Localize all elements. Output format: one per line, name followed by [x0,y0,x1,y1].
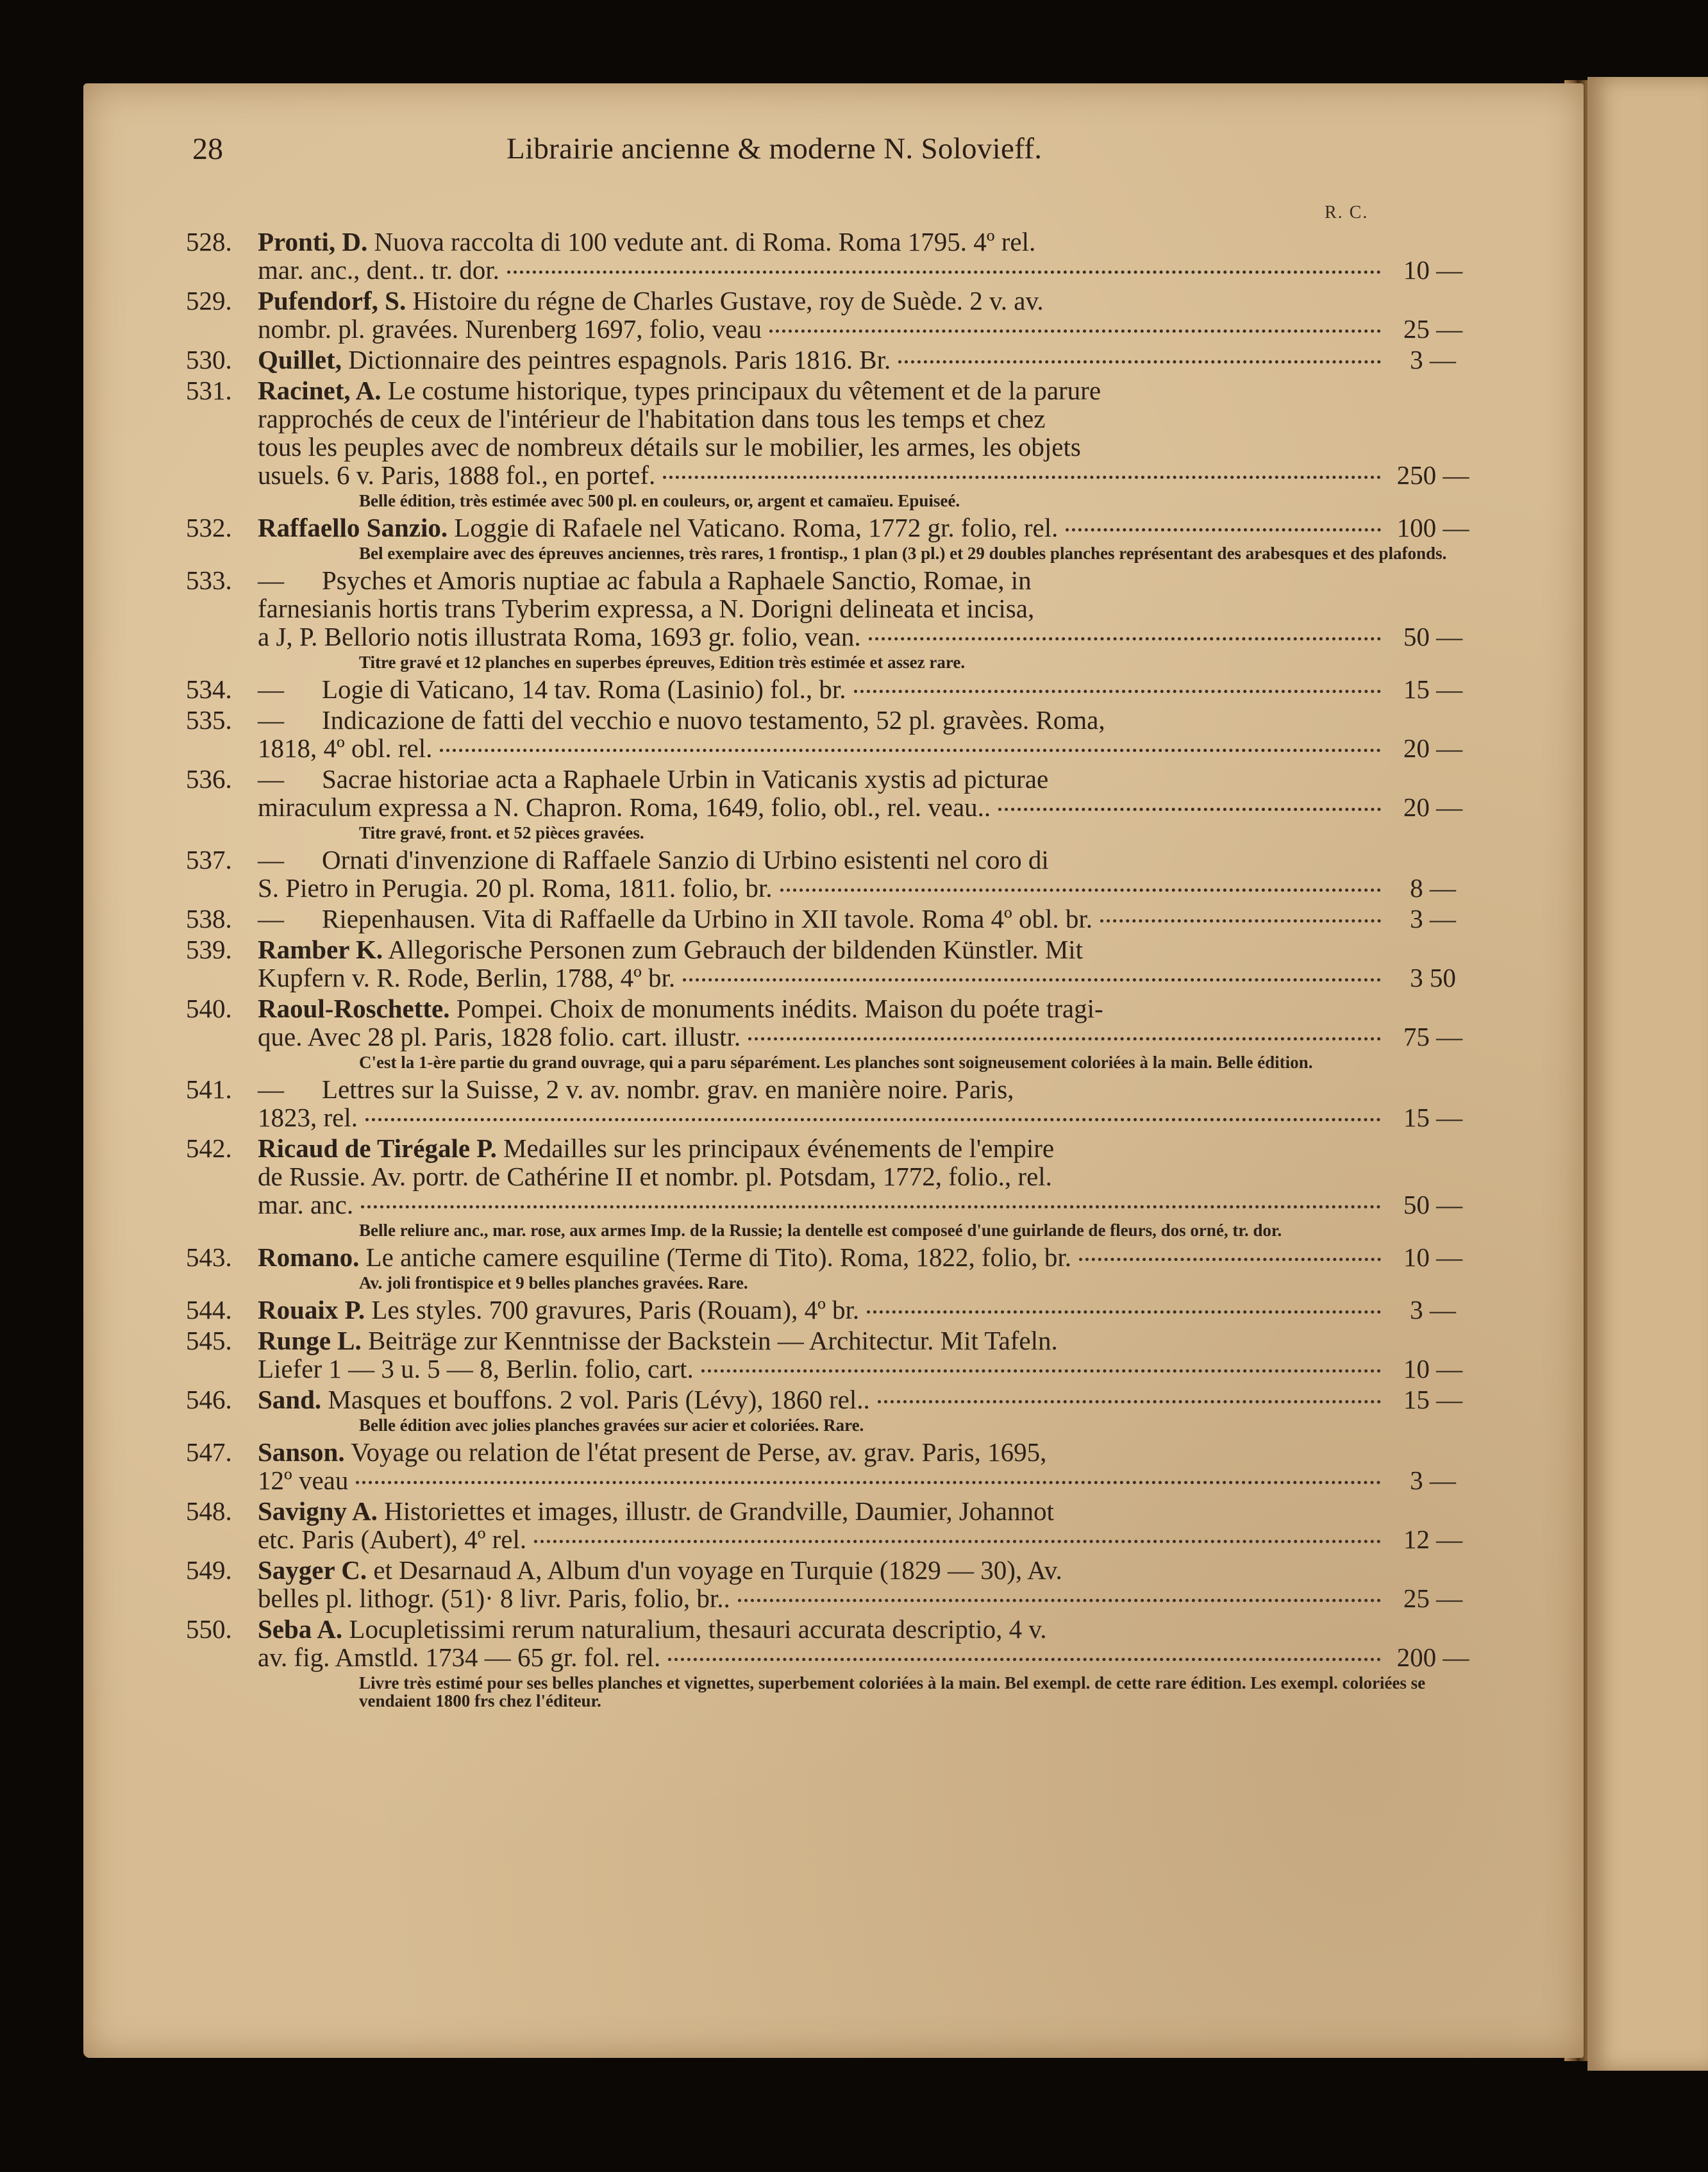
entry-line-text: Runge L. Beiträge zur Kenntnisse der Backstein — Architectur. Mit Tafeln. [258,1326,1058,1355]
entry-last-text: mar. anc., dent.. tr. dor. [258,255,499,285]
catalog-entry [186,1385,1463,1435]
catalog-entry [186,1496,1463,1554]
entry-number: 546. [186,1385,232,1414]
entry-number: 548. [186,1496,232,1526]
entry-price: 10 — [1403,1242,1463,1272]
entry-note: Av. joli frontispice et 9 belles planches gravées. Rare. [359,1273,748,1292]
entry-number: 528. [186,227,232,256]
entry-text [258,994,1481,1051]
entry-line-text: de Russie. Av. portr. de Cathérine II et nombr. pl. Potsdam, 1772, folio., rel. [258,1162,1052,1191]
entry-author: Runge L. [258,1326,362,1355]
entry-text [258,905,1481,933]
entry-price: 20 — [1403,792,1463,822]
entry-text [258,675,1481,703]
entry-line [258,376,1481,405]
entry-last-text: a J, P. Bellorio notis illustrata Roma, 1693 gr. folio, vean. [258,622,861,651]
entry-last-line [258,346,1481,374]
entry-author: Raffaello Sanzio. [258,513,448,542]
entry-author: Racinet, A. [258,376,381,405]
entry-last-line [258,874,1481,902]
entry-line [258,1497,1481,1525]
facing-page-edge [1587,77,1708,2071]
entry-line [258,706,1481,734]
entry-line [258,1326,1481,1355]
entry-number: 532. [186,513,232,542]
entry-last-text: nombr. pl. gravées. Nurenberg 1697, folio, veau [258,314,762,344]
entry-price: 15 — [1403,1103,1463,1132]
entry-author: Ramber K. [258,935,383,964]
dot-leader [738,1599,1381,1602]
entry-last-text: Romano. Le antiche camere esquiline (Terme di Tito). Roma, 1822, folio, br. [258,1242,1072,1272]
entry-last-line [258,1355,1481,1383]
entry-author: Quillet, [258,345,342,374]
catalog-entry [186,286,1463,344]
entry-line [258,1075,1481,1103]
catalog-entries [186,227,1469,1714]
entry-text [258,765,1481,821]
entry-last-line [258,1190,1481,1219]
entry-number: 536. [186,764,232,794]
entry-last-line [258,905,1481,933]
running-header [0,131,1708,183]
dot-leader [507,271,1381,274]
entry-line-text: — Lettres sur la Suisse, 2 v. av. nombr. grav. en manière noire. Paris, [258,1074,1014,1104]
entry-price: 3 — [1410,1295,1456,1324]
entry-last-line [258,1103,1481,1132]
entry-last-text: Quillet, Dictionnaire des peintres espagnols. Paris 1816. Br. [258,345,891,374]
dot-leader [1100,919,1381,923]
entry-last-line [258,1385,1481,1414]
entry-line [258,566,1481,594]
dot-leader [769,330,1381,333]
entry-last-line [258,1525,1481,1553]
entry-line-text: Pufendorf, S. Histoire du régne de Charles Gustave, roy de Suède. 2 v. av. [258,286,1044,315]
entry-last-text: 12º veau [258,1466,349,1495]
catalog-entry [186,674,1463,704]
dot-leader [898,360,1381,363]
entry-number: 538. [186,904,232,933]
dot-leader [878,1400,1381,1403]
entry-number: 541. [186,1074,232,1104]
entry-author: Sanson. [258,1437,345,1467]
entry-ditto-dash: — [258,674,284,704]
dot-leader [683,978,1381,982]
entry-line-text: Sanson. Voyage ou relation de l'état present de Perse, av. grav. Paris, 1695, [258,1437,1047,1467]
entry-price: 3 — [1410,904,1456,933]
entry-author: Seba A. [258,1614,343,1644]
entry-number: 544. [186,1295,232,1324]
entry-last-text: — Logie di Vaticano, 14 tav. Roma (Lasinio) fol., br. [258,674,846,704]
entry-last-text: etc. Paris (Aubert), 4º rel. [258,1525,527,1554]
entry-price: 10 — [1403,255,1463,285]
entry-author: Ricaud de Tirégale P. [258,1133,497,1163]
entry-text [258,1134,1481,1219]
entry-last-line [258,1466,1481,1494]
entry-text [258,1326,1481,1383]
entry-price: 200 — [1396,1642,1469,1672]
entry-text [258,566,1481,651]
dot-leader [1079,1258,1381,1261]
entry-author: Pronti, D. [258,227,368,256]
entry-number: 529. [186,286,232,315]
entry-line [258,433,1481,461]
entry-price: 8 — [1410,873,1456,903]
catalog-entry [186,764,1463,842]
entry-last-text: Kupfern v. R. Rode, Berlin, 1788, 4º br. [258,963,676,992]
entry-ditto-dash: — [258,1074,284,1104]
entry-text [258,1075,1481,1132]
entry-line-text: — Psyches et Amoris nuptiae ac fabula a Raphaele Sanctio, Romae, in [258,565,1032,595]
dot-leader [780,889,1381,892]
entry-last-line [258,964,1481,992]
entry-text [258,1556,1481,1612]
dot-leader [365,1118,1381,1121]
catalog-entry [186,1074,1463,1132]
entry-last-text: Rouaix P. Les styles. 700 gravures, Paris (Rouam), 4º br. [258,1295,860,1324]
entry-number: 534. [186,674,232,704]
entry-price: 12 — [1403,1525,1463,1554]
dot-leader [867,1310,1381,1314]
entry-ditto-dash: — [258,705,284,735]
entry-last-text: 1818, 4º obl. rel. [258,733,433,763]
entry-author: Romano. [258,1242,360,1272]
entry-line [258,287,1481,315]
entry-note: Bel exemplaire avec des épreuves anciennes, très rares, 1 frontisp., 1 plan (3 pl.) et 29 doubles planches représentant des arabesques et des plafonds. [359,544,1447,563]
entry-line-text: rapprochés de ceux de l'intérieur de l'habitation dans tous les temps et chez [258,404,1046,433]
entry-line-text: — Indicazione de fatti del vecchio e nuovo testamento, 52 pl. gravèes. Roma, [258,705,1105,735]
catalog-entry [186,376,1469,510]
entry-last-text: miraculum expressa a N. Chapron. Roma, 1649, folio, obl., rel. veau.. [258,792,991,822]
entry-price: 75 — [1403,1022,1463,1051]
entry-line [258,1615,1481,1643]
entry-text [258,376,1481,489]
entry-last-text: Sand. Masques et bouffons. 2 vol. Paris (Lévy), 1860 rel.. [258,1385,870,1414]
dot-leader [748,1037,1381,1040]
entry-number: 540. [186,994,232,1023]
entry-last-text: mar. anc. [258,1190,354,1219]
entry-line-text: Racinet, A. Le costume historique, types principaux du vêtement et de la parure [258,376,1101,405]
entry-line [258,1438,1481,1466]
catalog-entry [186,1326,1463,1383]
entry-number: 531. [186,376,232,405]
entry-number: 537. [186,845,232,874]
entry-number: 539. [186,935,232,964]
entry-line [258,846,1481,874]
entry-last-text: 1823, rel. [258,1103,358,1132]
catalog-entry [186,845,1456,903]
entry-author: Savigny A. [258,1496,378,1526]
entry-line-text: Ricaud de Tirégale P. Medailles sur les principaux événements de l'empire [258,1133,1055,1163]
entry-last-line [258,1643,1481,1671]
entry-line [258,228,1481,256]
entry-note: Titre gravé et 12 planches en superbes épreuves, Edition très estimée et assez rare. [359,653,966,672]
entry-text [258,1497,1481,1553]
entry-price: 20 — [1403,733,1463,763]
entry-price: 3 — [1410,1466,1456,1495]
catalog-entry [186,994,1463,1072]
entry-note: Titre gravé, front. et 52 pièces gravées. [359,823,644,842]
entry-last-line [258,1296,1481,1324]
entry-text [258,1296,1481,1324]
entry-price: 3 50 [1410,963,1456,992]
entry-last-line [258,1243,1481,1271]
entry-text [258,287,1481,343]
entry-line-text: Ramber K. Allegorische Personen zum Gebrauch der bildenden Künstler. Mit [258,935,1084,964]
entry-text [258,228,1481,284]
catalog-entry [186,1437,1456,1495]
entry-last-text: Raffaello Sanzio. Loggie di Rafaele nel Vaticano. Roma, 1772 gr. folio, rel. [258,513,1059,542]
entry-line [258,1162,1481,1190]
catalog-entry [186,1133,1463,1240]
catalog-entry [186,1614,1469,1710]
entry-text [258,846,1481,902]
entry-line-text: farnesianis hortis trans Tyberim expressa, a N. Dorigni delineata et incisa, [258,594,1035,623]
entry-line [258,594,1481,622]
catalog-entry [186,935,1456,992]
entry-last-text: belles pl. lithogr. (51)· 8 livr. Paris, folio, br.. [258,1583,730,1613]
entry-line [258,405,1481,433]
entry-line-text: — Ornati d'invenzione di Raffaele Sanzio di Urbino esistenti nel coro di [258,845,1049,874]
entry-author: Sayger C. [258,1555,367,1585]
entry-ditto-dash: — [258,904,284,933]
entry-number: 547. [186,1437,232,1467]
entry-last-line [258,315,1481,343]
entry-line-text: tous les peuples avec de nombreux détails sur le mobilier, les armes, les objets [258,432,1081,462]
entry-author: Pufendorf, S. [258,286,406,315]
catalog-entry [186,705,1463,763]
catalog-entry [186,1242,1463,1292]
entry-line [258,765,1481,793]
dot-leader [869,637,1381,640]
dot-leader [701,1369,1381,1373]
entry-price: 50 — [1403,1190,1463,1219]
entry-price: 10 — [1403,1354,1463,1383]
entry-line [258,1134,1481,1162]
entry-number: 543. [186,1242,232,1272]
entry-text [258,1615,1481,1671]
entry-number: 545. [186,1326,232,1355]
entry-text [258,706,1481,762]
catalog-entry [186,345,1456,374]
entry-last-text: usuels. 6 v. Paris, 1888 fol., en portef. [258,460,656,490]
entry-last-line [258,622,1481,651]
entry-price: 25 — [1403,314,1463,344]
entry-text [258,346,1481,374]
entry-line [258,1556,1481,1584]
entry-last-text: — Riepenhausen. Vita di Raffaelle da Urbino in XII tavole. Roma 4º obl. br. [258,904,1093,933]
entry-price: 100 — [1396,513,1469,542]
entry-last-line [258,514,1481,542]
entry-author: Rouaix P. [258,1295,365,1324]
dot-leader [361,1205,1381,1208]
page-number: 28 [192,132,223,166]
dot-leader [356,1481,1381,1484]
entry-line-text: Raoul-Roschette. Pompei. Choix de monuments inédits. Maison du poéte tragi- [258,994,1103,1023]
entry-line-text: — Sacrae historiae acta a Raphaele Urbin in Vaticanis xystis ad picturae [258,764,1049,794]
entry-last-line [258,256,1481,284]
entry-note: Belle édition avec jolies planches gravées sur acier et coloriées. Rare. [359,1416,864,1435]
dot-leader [668,1658,1381,1661]
entry-ditto-dash: — [258,764,284,794]
catalog-entry [186,1295,1456,1324]
entry-line-text: Savigny A. Historiettes et images, illustr. de Grandville, Daumier, Johannot [258,1496,1054,1526]
entry-text [258,935,1481,992]
entry-price: 250 — [1396,460,1469,490]
dot-leader [440,749,1381,752]
entry-number: 530. [186,345,232,374]
entry-last-line [258,675,1481,703]
entry-ditto-dash: — [258,845,284,874]
entry-note: C'est la 1-ère partie du grand ouvrage, qui a paru séparément. Les planches sont soigneusement coloriées à la main. Belle édition. [359,1053,1313,1072]
entry-text [258,1385,1481,1414]
entry-last-line [258,1023,1481,1051]
entry-text [258,514,1481,542]
currency-column-header: R. C. [1325,203,1369,222]
entry-author: Raoul-Roschette. [258,994,450,1023]
catalog-entry [186,1555,1463,1613]
entry-ditto-dash: — [258,565,284,595]
entry-note: Belle reliure anc., mar. rose, aux armes Imp. de la Russie; la dentelle est composeé d'une guirlande de fleurs, dos orné, tr. dor. [359,1221,1282,1240]
entry-last-text: Liefer 1 — 3 u. 5 — 8, Berlin. folio, cart. [258,1354,694,1383]
entry-line-text: Sayger C. et Desarnaud A, Album d'un voyage en Turquie (1829 — 30), Av. [258,1555,1062,1585]
entry-price: 50 — [1403,622,1463,651]
catalog-entry [186,227,1463,285]
entry-last-line [258,1584,1481,1612]
dot-leader [998,808,1381,811]
entry-last-text: S. Pietro in Perugia. 20 pl. Roma, 1811. folio, br. [258,873,773,903]
catalog-entry [186,904,1456,933]
entry-text [258,1243,1481,1271]
dot-leader [1066,528,1381,531]
entry-last-text: av. fig. Amstld. 1734 — 65 gr. fol. rel. [258,1642,661,1672]
entry-last-line [258,461,1481,489]
entry-number: 549. [186,1555,232,1585]
entry-price: 3 — [1410,345,1456,374]
entry-text [258,1438,1481,1494]
entry-note: Livre très estimé pour ses belles planches et vignettes, superbement coloriées à la main. Bel exempl. de cette rare édition. Les exempl. coloriées se vendaient 1800 frs chez l'éditeur. [359,1673,1426,1710]
running-title: Librairie ancienne & moderne N. Solovieff. [507,132,1042,165]
catalog-entry [186,565,1463,672]
entry-line [258,994,1481,1023]
catalog-entry [186,513,1469,563]
entry-number: 535. [186,705,232,735]
entry-last-text: que. Avec 28 pl. Paris, 1828 folio. cart. illustr. [258,1022,741,1051]
entry-number: 550. [186,1614,232,1644]
entry-line [258,935,1481,964]
entry-note: Belle édition, très estimée avec 500 pl. en couleurs, or, argent et camaïeu. Epuiseé. [359,491,960,510]
dot-leader [534,1540,1381,1543]
entry-number: 533. [186,565,232,595]
entry-number: 542. [186,1133,232,1163]
dot-leader [663,476,1381,479]
entry-price: 15 — [1403,674,1463,704]
entry-line-text: Seba A. Locupletissimi rerum naturalium, thesauri accurata descriptio, 4 v. [258,1614,1047,1644]
entry-last-line [258,734,1481,762]
entry-author: Sand. [258,1385,322,1414]
dot-leader [854,690,1381,693]
entry-price: 25 — [1403,1583,1463,1613]
entry-line-text: Pronti, D. Nuova raccolta di 100 vedute ant. di Roma. Roma 1795. 4º rel. [258,227,1036,256]
entry-price: 15 — [1403,1385,1463,1414]
entry-last-line [258,793,1481,821]
